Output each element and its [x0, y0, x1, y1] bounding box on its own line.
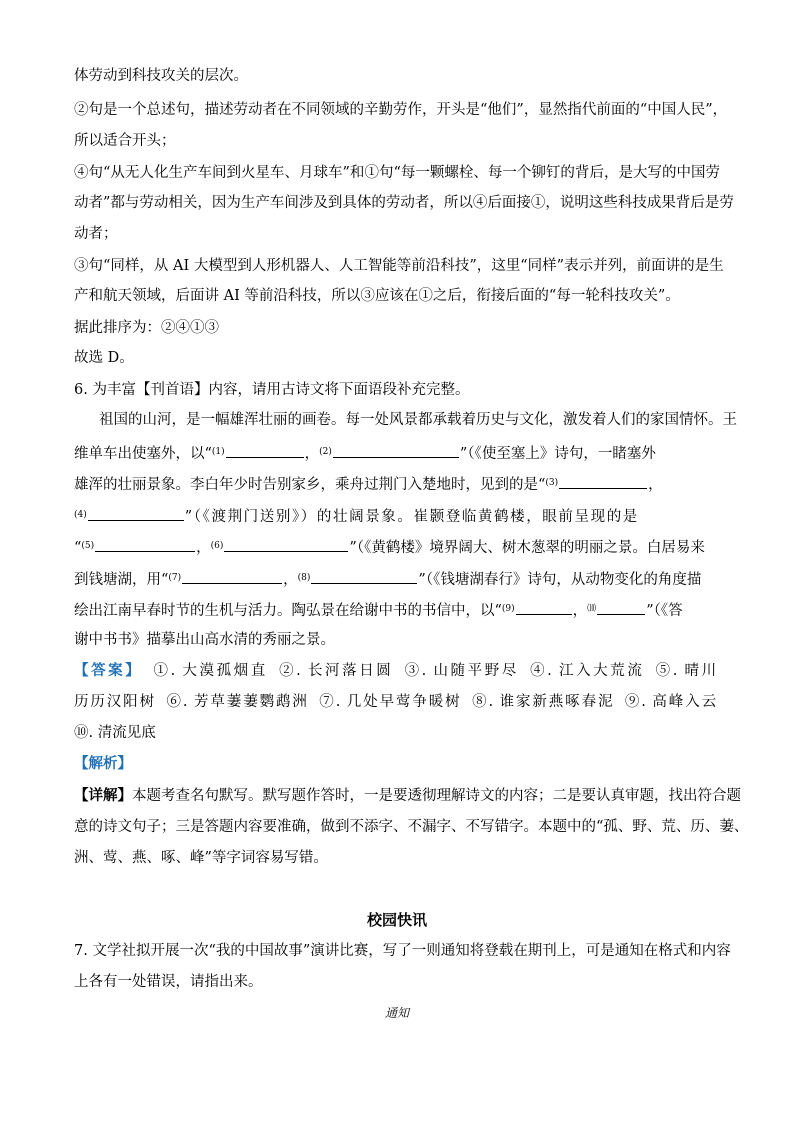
passage-line: “$^{(5)}$ ，$^{(6)}$ ”（《黄鹤楼》境界阔大、树木葱翠的明丽之景。白居易来 [74, 536, 720, 558]
text-line: 产和航天领域，后面讲 AI 等前沿科技，所以③应该在①之后，衔接后面的“每一轮科技攻关”。 [74, 288, 680, 304]
analysis-tag: 【解析】 [74, 755, 132, 772]
passage-line: $^{(4)}$ ”（《渡荆门送别》）的壮阔景象。崔颢登临黄鹤楼，眼前呈现的是 [74, 505, 720, 527]
answer-item: ⑥. 芳草萋萋鹦鹉洲 [166, 694, 309, 710]
answer-item: ②. 长河落日圆 [279, 663, 394, 679]
text-line: ④句“从无人化生产车间到火星车、月球车”和①句“每一颗螺栓、每一个铆钉的背后，是大写的中国劳 [74, 165, 720, 181]
text-line: 动者； [74, 226, 118, 242]
answer-item: 历历汉阳树 [74, 694, 156, 710]
blank-10[interactable] [597, 600, 645, 615]
notice-title: 通知 [384, 1006, 409, 1020]
text-line: ③句“同样，从 AI 大模型到人形机器人、人工智能等前沿科技”，这里“同样”表示并列，前面讲的是生 [74, 258, 724, 274]
text-line: 动者”都与劳动相关，因为生产车间涉及到具体的劳动者，所以④后面接①，说明这些科技成果背后是劳 [74, 195, 734, 211]
blank-number: ⑽ [587, 604, 597, 614]
answer-item: ⑦. 几处早莺争暖树 [319, 694, 462, 710]
passage-line: 谢中书书》描摹出山高水清的秀丽之景。 [74, 632, 335, 648]
text-line: 体劳动到科技攻关的层次。 [74, 68, 248, 84]
answer-item: ⑩. 清流见底 [74, 725, 156, 741]
analysis-line [74, 754, 720, 774]
passage-line: 到钱塘湖，用“$^{(7)}$ ，$^{(8)}$ ”（《钱塘湖春行》诗句，从动物变化的角度描 [74, 568, 720, 590]
blank-number: (6) [210, 541, 224, 551]
blank-7[interactable] [182, 569, 282, 584]
passage-line: 维单车出使塞外，以“$^{(1)}$ ，$^{(2)}$ ”（《使至塞上》诗句，一睹塞外 [74, 442, 720, 464]
blank-5[interactable] [95, 537, 195, 552]
blank-9[interactable] [516, 600, 572, 615]
blank-number: (4) [74, 510, 87, 520]
analysis-line: 【详解】本题考查名句默写。默写题作答时，一是要透彻理解诗文的内容；二是要认真审题，找出符合题 [74, 787, 741, 804]
passage-line: 祖国的山河，是一幅雄浑壮丽的画卷。每一处风景都承载着历史与文化，激发着人们的家国情怀。王 [99, 412, 737, 428]
answer-line [74, 661, 720, 681]
passage-line: 绘出江南早春时节的生机与活力。陶弘景在给谢中书的书信中，以“$^{(9)}$ ，⑽ ”（《答 [74, 599, 720, 621]
section-heading: 校园快讯 [366, 911, 427, 929]
blank-number: (8) [297, 573, 311, 583]
blank-number: (9) [501, 604, 515, 614]
answer-item: ⑤. 晴川 [655, 663, 717, 679]
answer-item: ⑧. 谁家新燕啄春泥 [472, 694, 615, 710]
blank-4[interactable] [88, 506, 184, 521]
answer-item: ①. 大漠孤烟直 [153, 663, 268, 679]
blank-number: (1) [211, 447, 225, 457]
text-line: 据此排序为：②④①③ [74, 320, 219, 336]
answer-line [74, 723, 720, 743]
detail-tag: 【详解】 [74, 787, 132, 804]
blank-number: (2) [319, 447, 332, 457]
answer-line [74, 692, 720, 712]
answer-item: ⑨. 高峰入云 [624, 694, 717, 710]
blank-number: (3) [545, 478, 559, 488]
answer-item: ④. 江入大荒流 [530, 663, 645, 679]
answer-item: ③. 山随平野尽 [404, 663, 519, 679]
blank-2[interactable] [333, 443, 459, 458]
blank-6[interactable] [224, 537, 348, 552]
analysis-line: 洲、莺、燕、啄、峰”等字词容易写错。 [74, 850, 328, 866]
blank-3[interactable] [559, 474, 647, 489]
text-line: 所以适合开头； [74, 133, 176, 149]
blank-8[interactable] [311, 569, 417, 584]
answer-tag: 【答案】 [74, 662, 143, 679]
passage-line: 雄浑的壮丽景象。李白年少时告别家乡，乘舟过荆门入楚地时，见到的是“$^{(3)}$ ， [74, 473, 720, 495]
blank-number: (7) [168, 573, 182, 583]
text-line: ②句是一个总述句，描述劳动者在不同领域的辛勤劳作，开头是“他们”，显然指代前面的“中国人民”， [74, 102, 728, 118]
blank-number: (5) [81, 541, 95, 551]
analysis-line: 意的诗文句子；三是答题内容要准确，做到不添字、不漏字、不写错字。本题中的“孤、野、荒、历、萋、 [74, 819, 749, 835]
question-6-prompt: 6. 为丰富【刊首语】内容，请用古诗文将下面语段补充完整。 [74, 382, 470, 398]
blank-1[interactable] [226, 443, 304, 458]
question-7-line: 上各有一处错误，请指出来。 [74, 974, 263, 990]
text-line: 故选 D。 [74, 350, 134, 366]
question-7-line: 7. 文学社拟开展一次“我的中国故事”演讲比赛，写了一则通知将登载在期刊上，可是通知在格式和内容 [74, 943, 731, 959]
